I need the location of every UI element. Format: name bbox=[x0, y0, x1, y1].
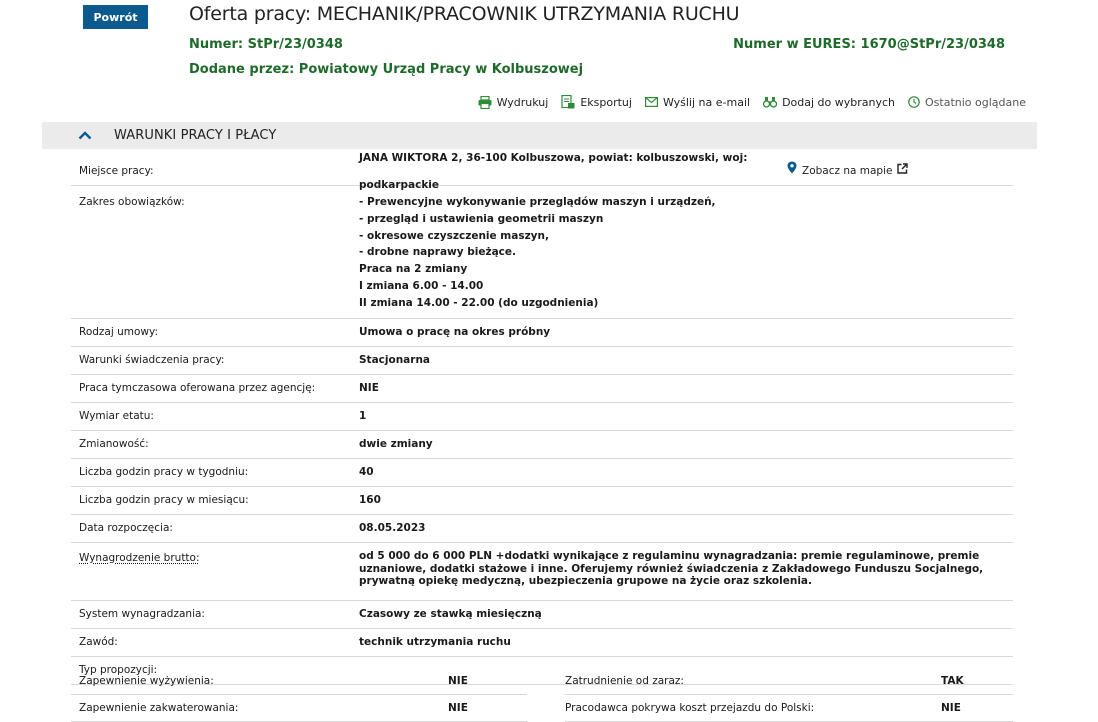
location-label: Miejsce pracy: bbox=[79, 165, 154, 177]
eures-number bbox=[733, 37, 1005, 52]
contract-value: Umowa o pracę na okres próbny bbox=[359, 326, 551, 338]
email-label: Wyślij na e-mail bbox=[662, 95, 751, 109]
added-by-label: Dodane przez: bbox=[189, 62, 295, 77]
immediate-value: TAK bbox=[941, 675, 964, 687]
detail-row-location bbox=[71, 151, 1013, 191]
temp-agency-label: Praca tymczasowa oferowana przez agencję: bbox=[79, 382, 316, 394]
export-action[interactable] bbox=[561, 95, 632, 109]
section-title: WARUNKI PRACY I PŁACY bbox=[114, 128, 277, 143]
detail-row-duties bbox=[71, 186, 1013, 319]
recent-label: Ostatnio oglądane bbox=[925, 95, 1026, 109]
profession-value: technik utrzymania ruchu bbox=[359, 636, 511, 648]
contract-label: Rodzaj umowy: bbox=[79, 326, 158, 338]
start-date-label: Data rozpoczęcia: bbox=[79, 522, 173, 534]
clock-icon bbox=[908, 96, 920, 108]
added-by-value: Powiatowy Urząd Pracy w Kolbuszowej bbox=[298, 62, 584, 77]
salary-value: od 5 000 do 6 000 PLN +dodatki wynikające z regulaminu wynagradzania: premie regulaminowe, premie uznaniowe, dodatki stażowe i inne. Oferujemy również świadczenia z Zakładowego Funduszu Socjalnego, prywatną opiekę medyczną, ubezpieczenia grupowe na życie oraz szkolenia. bbox=[359, 550, 984, 588]
page-title: Oferta pracy: MECHANIK/PRACOWNIK UTRZYMANIA RUCHU bbox=[189, 3, 740, 25]
map-link[interactable] bbox=[787, 158, 908, 185]
location-value: JANA WIKTORA 2, 36-100 Kolbuszowa, powiat: kolbuszowski, woj: podkarpackie bbox=[359, 151, 748, 191]
binoculars-icon bbox=[763, 96, 777, 108]
immediate-label: Zatrudnienie od zaraz: bbox=[565, 675, 684, 687]
detail-row-fte bbox=[71, 403, 1013, 431]
detail-row-hours-month bbox=[71, 487, 1013, 515]
detail-row-start-date bbox=[71, 515, 1013, 543]
detail-pair-row-2 bbox=[71, 695, 1013, 722]
duties-value bbox=[359, 194, 1013, 310]
back-button[interactable]: Powrót bbox=[83, 5, 148, 29]
duties-label: Zakres obowiązków: bbox=[79, 196, 185, 208]
profession-label: Zawód: bbox=[79, 636, 118, 648]
salary-label[interactable]: Wynagrodzenie brutto: bbox=[79, 552, 200, 564]
envelope-icon bbox=[645, 97, 658, 107]
meals-label: Zapewnienie wyżywienia: bbox=[79, 675, 214, 687]
meals-value: NIE bbox=[448, 675, 468, 687]
print-action[interactable] bbox=[478, 95, 549, 109]
print-label: Wydrukuj bbox=[496, 95, 549, 109]
detail-row-profession bbox=[71, 629, 1013, 657]
details-list bbox=[71, 151, 1013, 685]
detail-travel bbox=[565, 695, 1013, 722]
eures-number-label: Numer w EURES: bbox=[733, 37, 856, 52]
work-mode-label: Warunki świadczenia pracy: bbox=[79, 354, 225, 366]
email-action[interactable] bbox=[645, 95, 750, 109]
detail-row-work-mode bbox=[71, 347, 1013, 375]
duty-line: II zmiana 14.00 - 22.00 (do uzgodnienia) bbox=[359, 296, 599, 309]
pay-system-label: System wynagradzania: bbox=[79, 608, 205, 620]
fte-label: Wymiar etatu: bbox=[79, 410, 154, 422]
hours-month-label: Liczba godzin pracy w miesiącu: bbox=[79, 494, 249, 506]
offer-number-value: StPr/23/0348 bbox=[247, 37, 343, 52]
salary-label-cell bbox=[71, 550, 359, 567]
pay-system-value: Czasowy ze stawką miesięczną bbox=[359, 608, 542, 620]
detail-meals bbox=[71, 668, 527, 695]
temp-agency-value: NIE bbox=[359, 382, 379, 394]
fte-value: 1 bbox=[359, 410, 367, 422]
detail-row-salary bbox=[71, 543, 1013, 601]
offer-number-label: Numer: bbox=[189, 37, 244, 52]
export-icon bbox=[561, 95, 575, 109]
travel-value: NIE bbox=[941, 702, 961, 714]
proposal-type-label: Typ propozycji: bbox=[79, 664, 158, 676]
start-date-value: 08.05.2023 bbox=[359, 522, 426, 534]
accommodation-value: NIE bbox=[448, 702, 468, 714]
map-pin-icon bbox=[787, 158, 797, 185]
detail-pair-row-1 bbox=[71, 668, 1013, 695]
offer-number bbox=[189, 37, 343, 52]
external-link-icon bbox=[897, 158, 908, 185]
duty-line: - przegląd i ustawienia geometrii maszyn bbox=[359, 212, 604, 225]
accommodation-label: Zapewnienie zakwaterowania: bbox=[79, 702, 239, 714]
hours-week-label: Liczba godzin pracy w tygodniu: bbox=[79, 466, 249, 478]
location-value-cell bbox=[359, 145, 1013, 199]
detail-row-hours-week bbox=[71, 459, 1013, 487]
duty-line: Praca na 2 zmiany bbox=[359, 263, 468, 276]
favorites-action[interactable] bbox=[763, 95, 895, 109]
detail-accommodation bbox=[71, 695, 527, 722]
favorites-label: Dodaj do wybranych bbox=[782, 95, 896, 109]
printer-icon bbox=[478, 96, 492, 109]
hours-week-value: 40 bbox=[359, 466, 374, 478]
action-toolbar bbox=[478, 95, 1026, 109]
added-by bbox=[189, 62, 583, 77]
duty-line: - drobne naprawy bieżące. bbox=[359, 246, 516, 259]
travel-label: Pracodawca pokrywa koszt przejazdu do Polski: bbox=[565, 702, 815, 714]
map-link-label: Zobacz na mapie bbox=[802, 165, 893, 177]
export-label: Eksportuj bbox=[580, 95, 632, 109]
detail-row-contract bbox=[71, 319, 1013, 347]
hours-month-value: 160 bbox=[359, 494, 381, 506]
duty-line: I zmiana 6.00 - 14.00 bbox=[359, 279, 484, 292]
work-mode-value: Stacjonarna bbox=[359, 354, 431, 366]
shifts-label: Zmianowość: bbox=[79, 438, 149, 450]
detail-immediate bbox=[565, 668, 1013, 695]
duty-line: - okresowe czyszczenie maszyn, bbox=[359, 229, 549, 242]
eures-number-value: 1670@StPr/23/0348 bbox=[860, 37, 1005, 52]
shifts-value: dwie zmiany bbox=[359, 438, 433, 450]
detail-row-temp-agency bbox=[71, 375, 1013, 403]
detail-row-shifts bbox=[71, 431, 1013, 459]
chevron-up-icon bbox=[78, 129, 92, 143]
recent-action[interactable] bbox=[908, 95, 1026, 109]
detail-row-pay-system bbox=[71, 601, 1013, 629]
duty-line: - Prewencyjne wykonywanie przeglądów maszyn i urządzeń, bbox=[359, 196, 716, 208]
